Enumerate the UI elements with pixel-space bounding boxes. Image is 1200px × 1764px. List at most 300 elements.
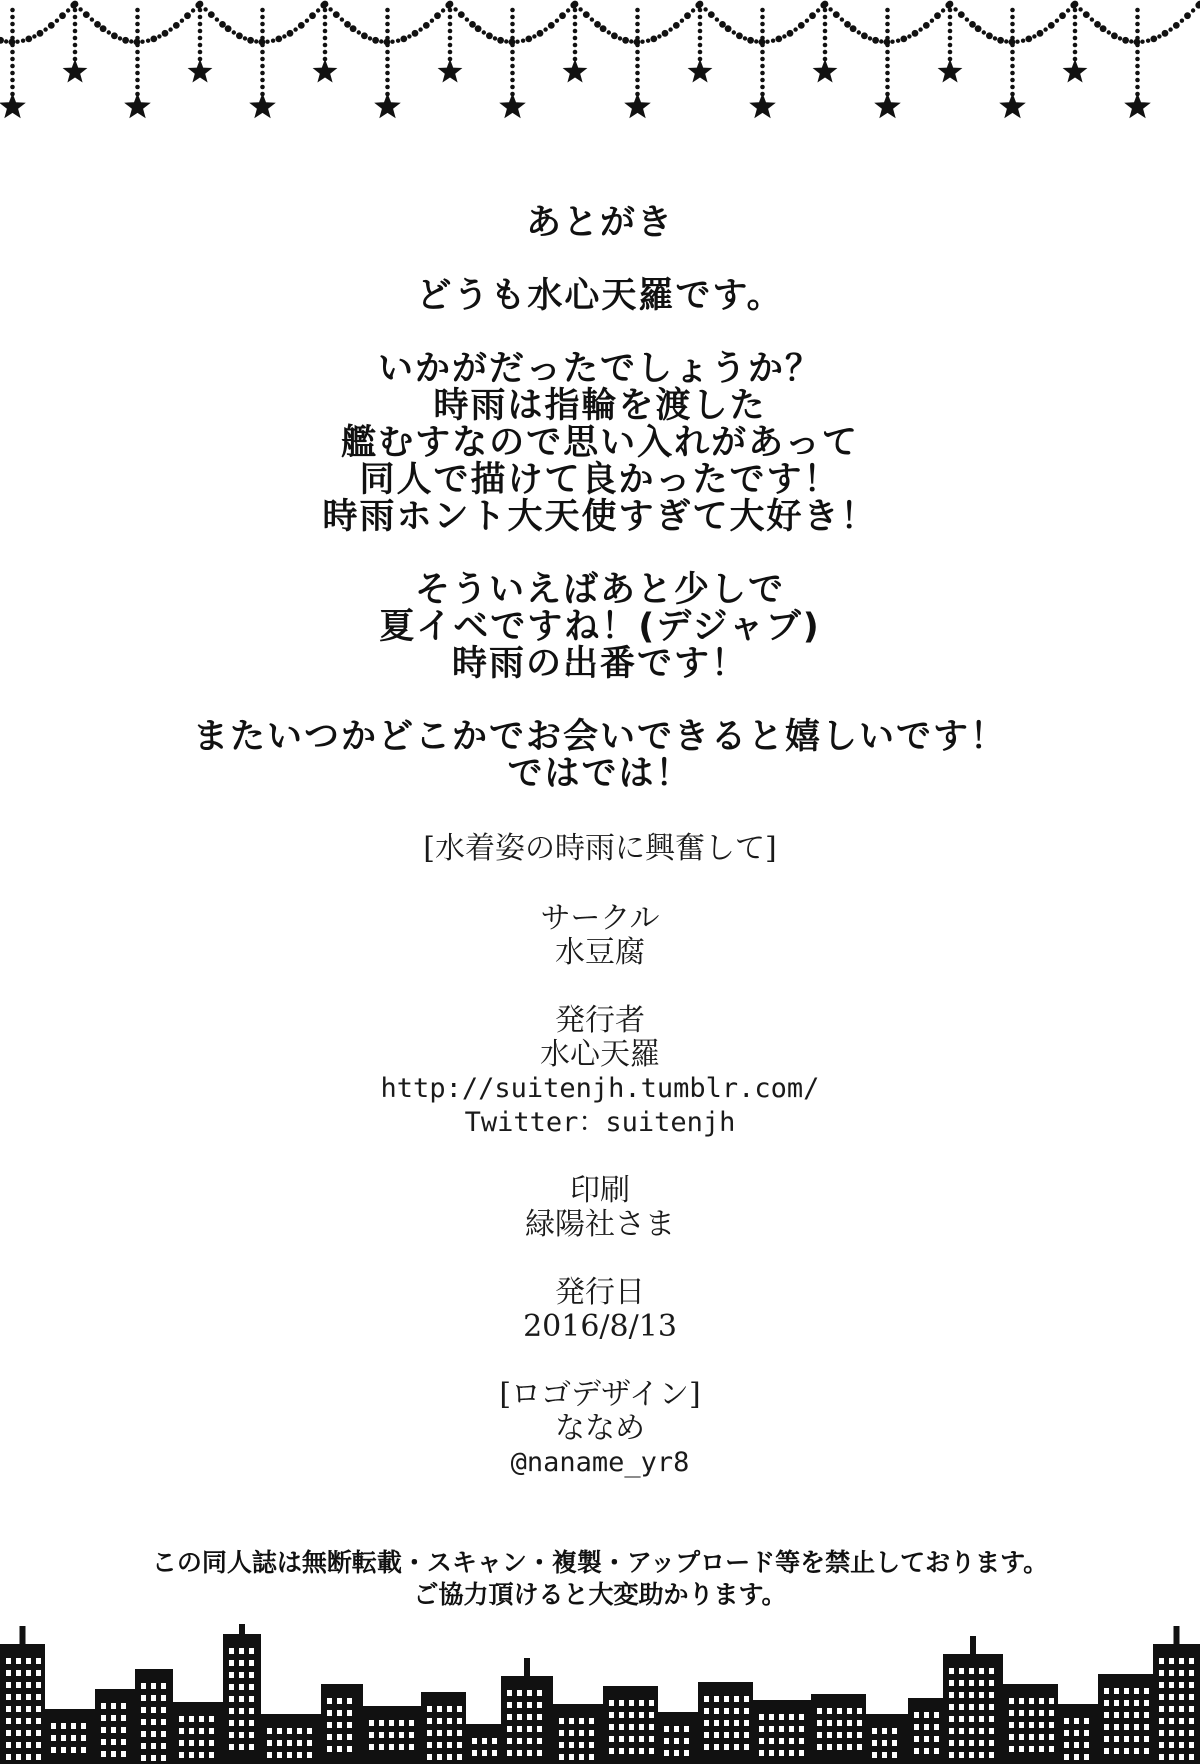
building-window [507, 1690, 512, 1696]
star-icon [749, 93, 776, 118]
garland-bead [1184, 12, 1191, 19]
strand-bead [10, 64, 15, 69]
building-window [872, 1752, 877, 1758]
building-window [1064, 1718, 1069, 1724]
garland-bead [482, 30, 486, 34]
building-window [447, 1718, 452, 1724]
building-window [969, 1668, 974, 1674]
strand-bead [510, 85, 515, 90]
garland-bead [1025, 36, 1032, 43]
garland-bead [907, 34, 911, 38]
building-window [857, 1708, 862, 1714]
building-window [799, 1738, 804, 1744]
printer-name: 緑陽社さま [525, 1207, 675, 1242]
building-window [649, 1712, 654, 1718]
garland-bead [150, 36, 157, 43]
garland-bead [537, 30, 544, 37]
garland-bead [715, 17, 719, 21]
building-window [799, 1714, 804, 1720]
building-window [1169, 1742, 1174, 1748]
building-window [409, 1732, 414, 1738]
building-window [924, 1724, 929, 1730]
garland-bead [55, 19, 59, 23]
building-window [161, 1707, 166, 1713]
garland-bead [21, 39, 25, 43]
garland-bead [548, 22, 555, 29]
building-window [619, 1748, 624, 1754]
strand-bead [260, 50, 265, 55]
garland-bead [771, 39, 775, 43]
building-window [6, 1742, 11, 1748]
building-window [1104, 1688, 1109, 1694]
building-window [714, 1732, 719, 1738]
building-window [26, 1730, 31, 1736]
star-icon [0, 93, 26, 118]
garland-bead [140, 40, 144, 44]
building-window [949, 1728, 954, 1734]
building-window [714, 1720, 719, 1726]
building-window [1159, 1658, 1164, 1664]
strand-bead [260, 85, 265, 90]
garland-bead [965, 17, 969, 21]
building-window [189, 1716, 194, 1722]
building-window [1159, 1706, 1164, 1712]
strand-bead [198, 43, 203, 48]
strand-bead [260, 22, 265, 27]
strand-bead [635, 71, 640, 76]
building-window [1104, 1748, 1109, 1754]
building-window [36, 1706, 41, 1712]
garland-bead [390, 40, 394, 44]
building-window [249, 1696, 254, 1702]
strand-bead [573, 50, 578, 55]
building-window [882, 1740, 887, 1746]
garland-bead [1048, 22, 1055, 29]
building-window [1039, 1698, 1044, 1704]
building-window [61, 1723, 66, 1729]
building-window [1144, 1724, 1149, 1730]
building-window [121, 1715, 126, 1721]
building-window [71, 1735, 76, 1741]
building-window [1104, 1724, 1109, 1730]
building-window [989, 1740, 994, 1746]
building-window [639, 1736, 644, 1742]
garland-bead [1004, 39, 1008, 43]
building-window [1159, 1730, 1164, 1736]
building-window [857, 1744, 862, 1750]
strand-bead [73, 29, 78, 34]
building-window [589, 1742, 594, 1748]
building-window [239, 1744, 244, 1750]
garland-bead [423, 22, 430, 29]
strand-bead [760, 22, 765, 27]
building-window [914, 1712, 919, 1718]
garland-bead [434, 12, 441, 19]
strand-bead [198, 50, 203, 55]
building-window [769, 1738, 774, 1744]
strand-bead [885, 50, 890, 55]
building-window [989, 1752, 994, 1758]
building-window [101, 1751, 106, 1757]
building-window [249, 1744, 254, 1750]
building-window [1049, 1746, 1054, 1752]
strand-bead [510, 50, 515, 55]
building-window [734, 1720, 739, 1726]
building-window [179, 1728, 184, 1734]
garland-bead [725, 25, 732, 32]
star-icon [813, 59, 838, 83]
garland-bead [611, 32, 618, 39]
building-window [1049, 1698, 1054, 1704]
strand-bead [10, 43, 15, 48]
building-window [507, 1738, 512, 1744]
building-window [389, 1744, 394, 1750]
building-window [457, 1730, 462, 1736]
building-window [714, 1696, 719, 1702]
strand-bead [760, 43, 765, 48]
building-window [179, 1740, 184, 1746]
building-window [111, 1727, 116, 1733]
garland-bead [173, 22, 180, 29]
garland-bead [1043, 27, 1047, 31]
strand-bead [1010, 36, 1015, 41]
strand-bead [823, 29, 828, 34]
strand-bead [948, 15, 953, 20]
building-window [111, 1703, 116, 1709]
strand-bead [448, 43, 453, 48]
building-window [979, 1680, 984, 1686]
building-window [239, 1660, 244, 1666]
building-antenna [524, 1658, 530, 1676]
building [421, 1692, 466, 1764]
building-window [287, 1728, 292, 1734]
building-window [1114, 1712, 1119, 1718]
garland-bead [572, 1, 579, 8]
building-window [789, 1738, 794, 1744]
building-window [457, 1718, 462, 1724]
garland-bead [1015, 40, 1019, 44]
star-icon [499, 93, 526, 118]
garland-bead [83, 11, 90, 18]
strand-bead [1010, 85, 1015, 90]
garland-bead [1129, 39, 1133, 43]
building-window [36, 1742, 41, 1748]
strand-bead [1010, 8, 1015, 13]
strand-bead [635, 85, 640, 90]
strand-bead [635, 29, 640, 34]
building-window [744, 1696, 749, 1702]
garland-bead [275, 36, 282, 43]
building-window [249, 1648, 254, 1654]
building-window [482, 1738, 487, 1744]
building-window [759, 1714, 764, 1720]
building-window [1189, 1754, 1194, 1760]
building-window [437, 1730, 442, 1736]
strand-bead [448, 22, 453, 27]
garland-bead [657, 34, 661, 38]
building-window [857, 1720, 862, 1726]
strand-bead [573, 29, 578, 34]
building-antenna [239, 1624, 245, 1634]
building-window [239, 1684, 244, 1690]
building-window [199, 1716, 204, 1722]
building-window [1179, 1730, 1184, 1736]
building-window [949, 1668, 954, 1674]
building-window [1019, 1698, 1024, 1704]
building-window [6, 1718, 11, 1724]
garland-bead [765, 40, 769, 44]
garland-bead [90, 17, 94, 21]
building-window [934, 1724, 939, 1730]
garland-bead [1157, 34, 1161, 38]
building-window [1049, 1710, 1054, 1716]
building-window [1049, 1722, 1054, 1728]
building-window [517, 1738, 522, 1744]
building-window [969, 1740, 974, 1746]
garland-bead [793, 27, 797, 31]
afterword-paragraph1-line: 艦むすなので思い入れがあって [341, 423, 859, 463]
garland-bead [594, 21, 601, 28]
garland-bead [975, 25, 982, 32]
building-window [26, 1754, 31, 1760]
garland-bead [25, 36, 32, 43]
building-window [979, 1728, 984, 1734]
building-window [817, 1732, 822, 1738]
building-window [229, 1672, 234, 1678]
building-window [724, 1696, 729, 1702]
building-window [297, 1728, 302, 1734]
strand-bead [135, 64, 140, 69]
notice-line: ご協力頂けると大変助かります。 [413, 1580, 787, 1609]
building-window [684, 1738, 689, 1744]
building-window [1169, 1730, 1174, 1736]
building-window [1144, 1748, 1149, 1754]
building-window [959, 1752, 964, 1758]
garland-bead [543, 27, 547, 31]
building-window [649, 1700, 654, 1706]
garland-bead [197, 1, 204, 8]
building-window [837, 1708, 842, 1714]
building-window [6, 1730, 11, 1736]
garland-bead [719, 21, 726, 28]
afterword-closing-line: ではでは！ [507, 754, 693, 794]
strand-bead [823, 8, 828, 13]
building-window [779, 1726, 784, 1732]
building-window [1124, 1736, 1129, 1742]
garland-bead [118, 36, 122, 40]
garland-bead [243, 36, 247, 40]
garland-bead [900, 36, 907, 43]
strand-bead [1135, 36, 1140, 41]
building-window [337, 1746, 342, 1752]
building-window [704, 1732, 709, 1738]
building-window [6, 1706, 11, 1712]
strand-bead [510, 78, 515, 83]
strand-bead [260, 57, 265, 62]
strand-bead [635, 43, 640, 48]
building-window [36, 1730, 41, 1736]
building-window [639, 1724, 644, 1730]
building-window [619, 1736, 624, 1742]
building-window [101, 1703, 106, 1709]
building-window [527, 1714, 532, 1720]
building-window [759, 1726, 764, 1732]
strand-bead [1010, 22, 1015, 27]
building-window [989, 1680, 994, 1686]
building-window [287, 1752, 292, 1758]
strand-bead [1073, 22, 1078, 27]
building-window [327, 1734, 332, 1740]
strand-bead [698, 29, 703, 34]
garland-bead [947, 1, 954, 8]
garland-bead [400, 36, 407, 43]
garland-bead [379, 39, 383, 43]
building-antenna [1174, 1626, 1180, 1644]
building-window [914, 1736, 919, 1742]
strand-bead [198, 15, 203, 20]
building-window [249, 1660, 254, 1666]
building-window [229, 1732, 234, 1738]
building-window [1134, 1724, 1139, 1730]
strand-bead [948, 43, 953, 48]
strand-bead [73, 22, 78, 27]
strand-bead [510, 22, 515, 27]
strand-bead [635, 22, 640, 27]
strand-bead [198, 22, 203, 27]
building-window [239, 1720, 244, 1726]
garland-bead [1150, 36, 1157, 43]
strand-bead [698, 43, 703, 48]
garland-bead [857, 30, 861, 34]
strand-bead [1073, 43, 1078, 48]
strand-bead [1010, 15, 1015, 20]
strand-bead [385, 15, 390, 20]
garland-bead [607, 30, 611, 34]
garland-bead [583, 11, 590, 18]
garland-bead [662, 30, 669, 37]
building-window [379, 1744, 384, 1750]
garland-bead [934, 12, 941, 19]
building-window [189, 1740, 194, 1746]
strand-bead [1010, 71, 1015, 76]
garland-bead [232, 30, 236, 34]
building-window [437, 1706, 442, 1712]
building-window [239, 1732, 244, 1738]
strand-bead [1135, 64, 1140, 69]
strand-bead [1135, 15, 1140, 20]
building-window [26, 1742, 31, 1748]
building-window [1159, 1754, 1164, 1760]
building-window [179, 1716, 184, 1722]
strand-bead [135, 36, 140, 41]
building-window [161, 1719, 166, 1725]
strand-bead [885, 57, 890, 62]
building-window [229, 1708, 234, 1714]
garland-bead [747, 37, 754, 44]
building-window [26, 1682, 31, 1688]
building-window [209, 1728, 214, 1734]
garland-bead [982, 30, 986, 34]
building-window [141, 1731, 146, 1737]
building-window [161, 1743, 166, 1749]
garland-bead [618, 36, 622, 40]
strand-bead [260, 64, 265, 69]
building-window [837, 1732, 842, 1738]
strand-bead [1135, 8, 1140, 13]
building-window [744, 1732, 749, 1738]
garland-bead [333, 11, 340, 18]
garland-bead [646, 39, 650, 43]
garland-bead [396, 39, 400, 43]
building-window [959, 1668, 964, 1674]
building-window [1189, 1730, 1194, 1736]
garland-bead [930, 19, 934, 23]
building-window [239, 1696, 244, 1702]
building-window [619, 1712, 624, 1718]
building-window [1134, 1712, 1139, 1718]
strand-bead [73, 50, 78, 55]
building-window [817, 1708, 822, 1714]
garland-bead [1100, 25, 1107, 32]
building-window [744, 1744, 749, 1750]
building-window [989, 1704, 994, 1710]
star-icon [874, 93, 901, 118]
strand-bead [823, 43, 828, 48]
garland-bead [15, 40, 19, 44]
building-window [327, 1710, 332, 1716]
building-window [249, 1720, 254, 1726]
garland-bead [469, 21, 476, 28]
garland-bead [844, 21, 851, 28]
building-window [209, 1752, 214, 1758]
garland-bead [1107, 30, 1111, 34]
building-window [827, 1708, 832, 1714]
building-window [1019, 1710, 1024, 1716]
publisher-url: http://suitenjh.tumblr.com/ [380, 1073, 820, 1104]
book-title: [水着姿の時雨に興奮して] [423, 831, 777, 866]
building-window [649, 1724, 654, 1730]
garland-bead [1146, 39, 1150, 43]
building-window [389, 1732, 394, 1738]
building-window [1074, 1754, 1079, 1760]
strand-bead [1010, 29, 1015, 34]
strand-bead [948, 29, 953, 34]
building-window [959, 1680, 964, 1686]
building-window [151, 1707, 156, 1713]
building-window [369, 1744, 374, 1750]
building-window [1134, 1700, 1139, 1706]
garland-bead [168, 27, 172, 31]
strand-bead [198, 8, 203, 13]
building-window [1114, 1736, 1119, 1742]
building-window [369, 1732, 374, 1738]
garland-bead [37, 30, 44, 37]
garland-bead [107, 30, 111, 34]
garland-bead [555, 19, 559, 23]
strand-bead [323, 8, 328, 13]
garland-bead [225, 25, 232, 32]
strand-bead [885, 64, 890, 69]
strand-bead [73, 8, 78, 13]
garland-bead [828, 7, 832, 11]
building-window [934, 1748, 939, 1754]
star-icon [1124, 93, 1151, 118]
building-window [199, 1740, 204, 1746]
building-window [629, 1748, 634, 1754]
strand-bead [323, 50, 328, 55]
building-window [1124, 1700, 1129, 1706]
strand-bead [323, 22, 328, 27]
